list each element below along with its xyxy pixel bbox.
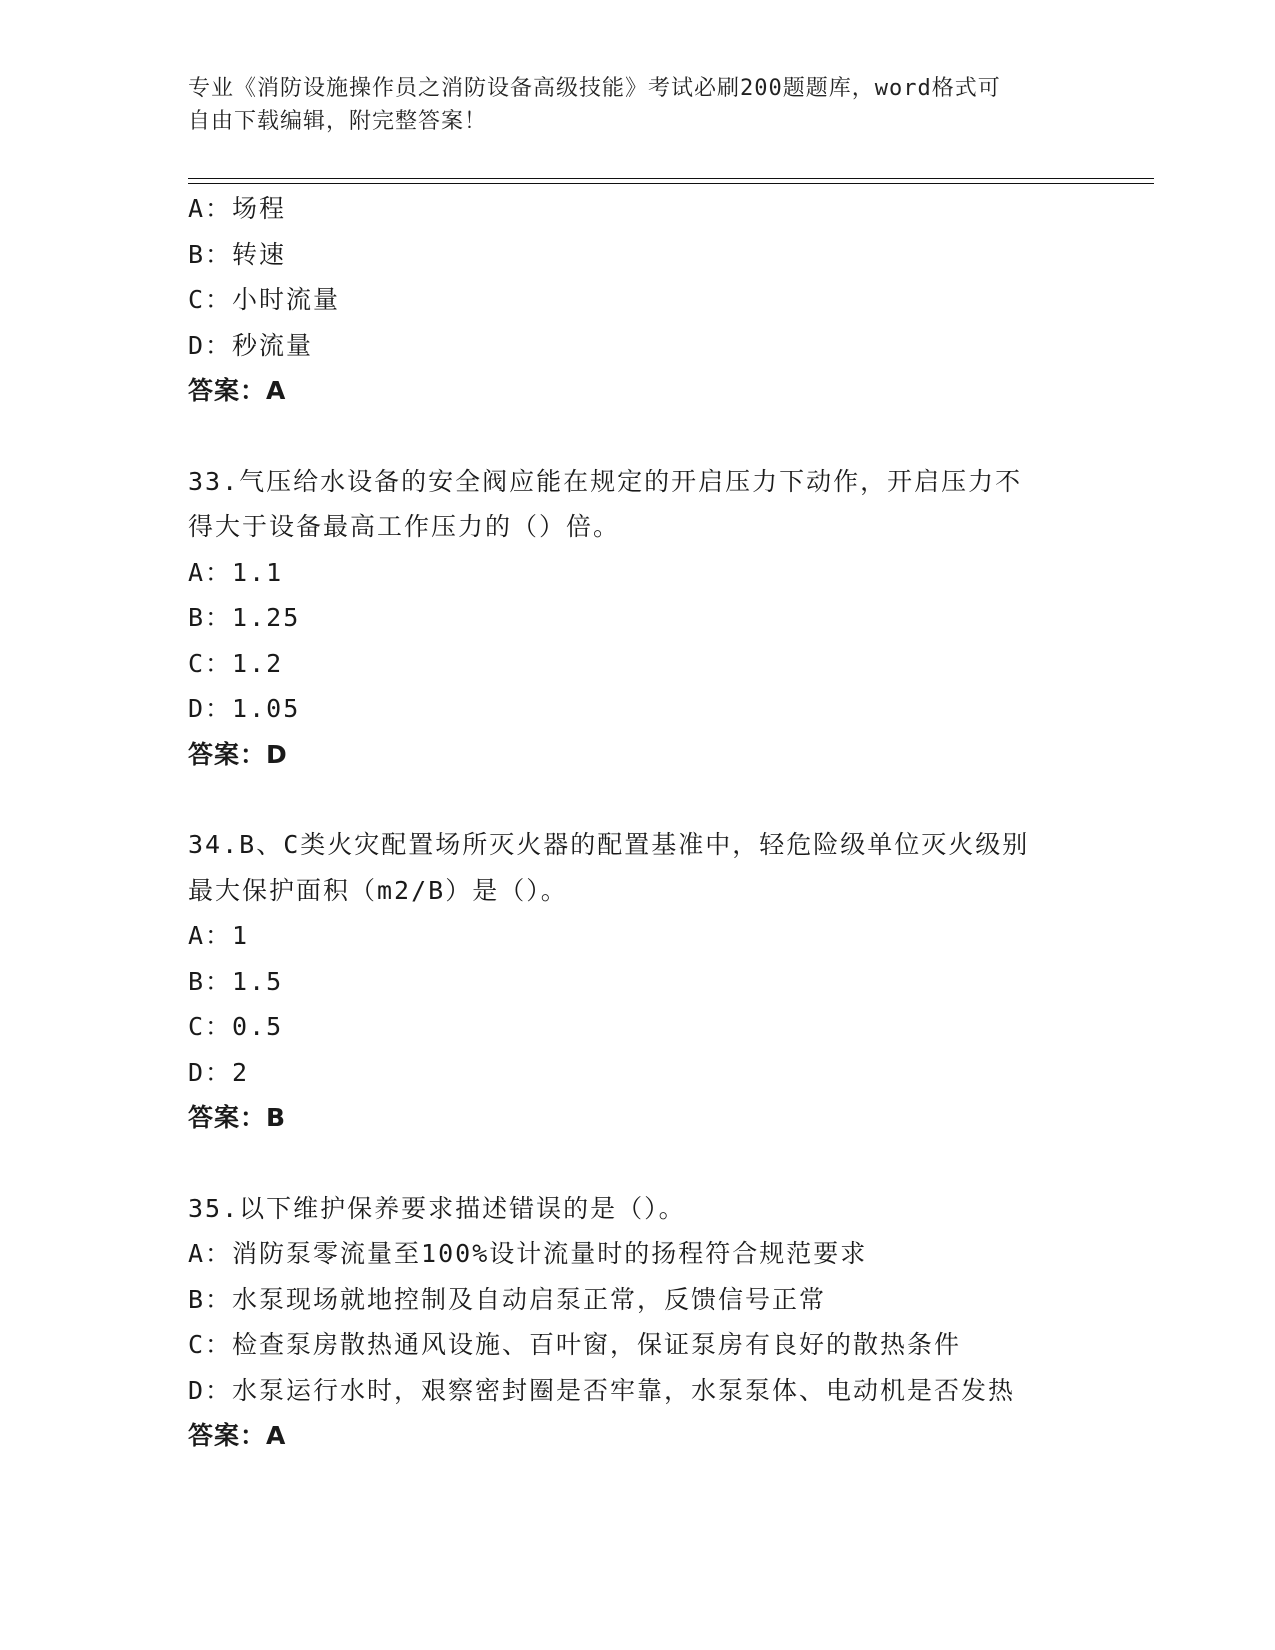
question-stem-line-1: 34.B、C类火灾配置场所灭火器的配置基准中，轻危险级单位灭火级别 bbox=[188, 830, 1030, 859]
option-d: D：水泵运行水时，艰察密封圈是否牢靠，水泵泵体、电动机是否发热 bbox=[188, 1375, 1016, 1405]
question-stem-line-1: 35.以下维护保养要求描述错误的是（）。 bbox=[188, 1193, 686, 1223]
spacer bbox=[188, 414, 1088, 459]
header-line-2: 自由下载编辑，附完整答案！ bbox=[188, 109, 488, 134]
spacer bbox=[188, 1141, 1088, 1186]
option-b: B：转速 bbox=[188, 239, 287, 269]
option-b: B：1.5 bbox=[188, 966, 284, 996]
option-a: A：消防泵零流量至100%设计流量时的扬程符合规范要求 bbox=[188, 1239, 868, 1268]
answer-line: 答案：D bbox=[188, 739, 288, 769]
option-c: C：小时流量 bbox=[188, 285, 341, 314]
answer-line: 答案：A bbox=[188, 1421, 287, 1450]
option-d: D：2 bbox=[188, 1057, 250, 1087]
spacer bbox=[188, 777, 1088, 822]
question-stem-line-1: 33.气压给水设备的安全阀应能在规定的开启压力下动作，开启压力不 bbox=[188, 466, 1023, 496]
answer-line: 答案：A bbox=[188, 376, 287, 405]
question-34 bbox=[188, 822, 1088, 1141]
option-a: A：1.1 bbox=[188, 557, 284, 587]
question-33 bbox=[188, 459, 1088, 778]
question-35 bbox=[188, 1186, 1088, 1459]
question-stem-line-2: 得大于设备最高工作压力的（）倍。 bbox=[188, 512, 621, 541]
document-header bbox=[188, 72, 1068, 138]
header-divider-top bbox=[188, 178, 1154, 179]
header-line-1: 专业《消防设施操作员之消防设备高级技能》考试必刷200题题库，word格式可 bbox=[188, 76, 1001, 101]
option-c: C：检查泵房散热通风设施、百叶窗，保证泵房有良好的散热条件 bbox=[188, 1330, 962, 1359]
option-c: C：1.2 bbox=[188, 648, 284, 678]
question-content bbox=[188, 186, 1088, 1459]
option-a: A：1 bbox=[188, 921, 250, 950]
option-d: D：秒流量 bbox=[188, 330, 314, 360]
option-d: D：1.05 bbox=[188, 694, 301, 723]
question-32 bbox=[188, 186, 1088, 414]
header-divider-bottom bbox=[188, 183, 1154, 184]
option-a: A：场程 bbox=[188, 194, 287, 223]
question-stem-line-2: 最大保护面积（m2/B）是（）。 bbox=[188, 875, 568, 905]
option-b: B：水泵现场就地控制及自动启泵正常，反馈信号正常 bbox=[188, 1284, 827, 1314]
option-b: B：1.25 bbox=[188, 603, 301, 632]
answer-line: 答案：B bbox=[188, 1103, 287, 1132]
option-c: C：0.5 bbox=[188, 1012, 284, 1041]
